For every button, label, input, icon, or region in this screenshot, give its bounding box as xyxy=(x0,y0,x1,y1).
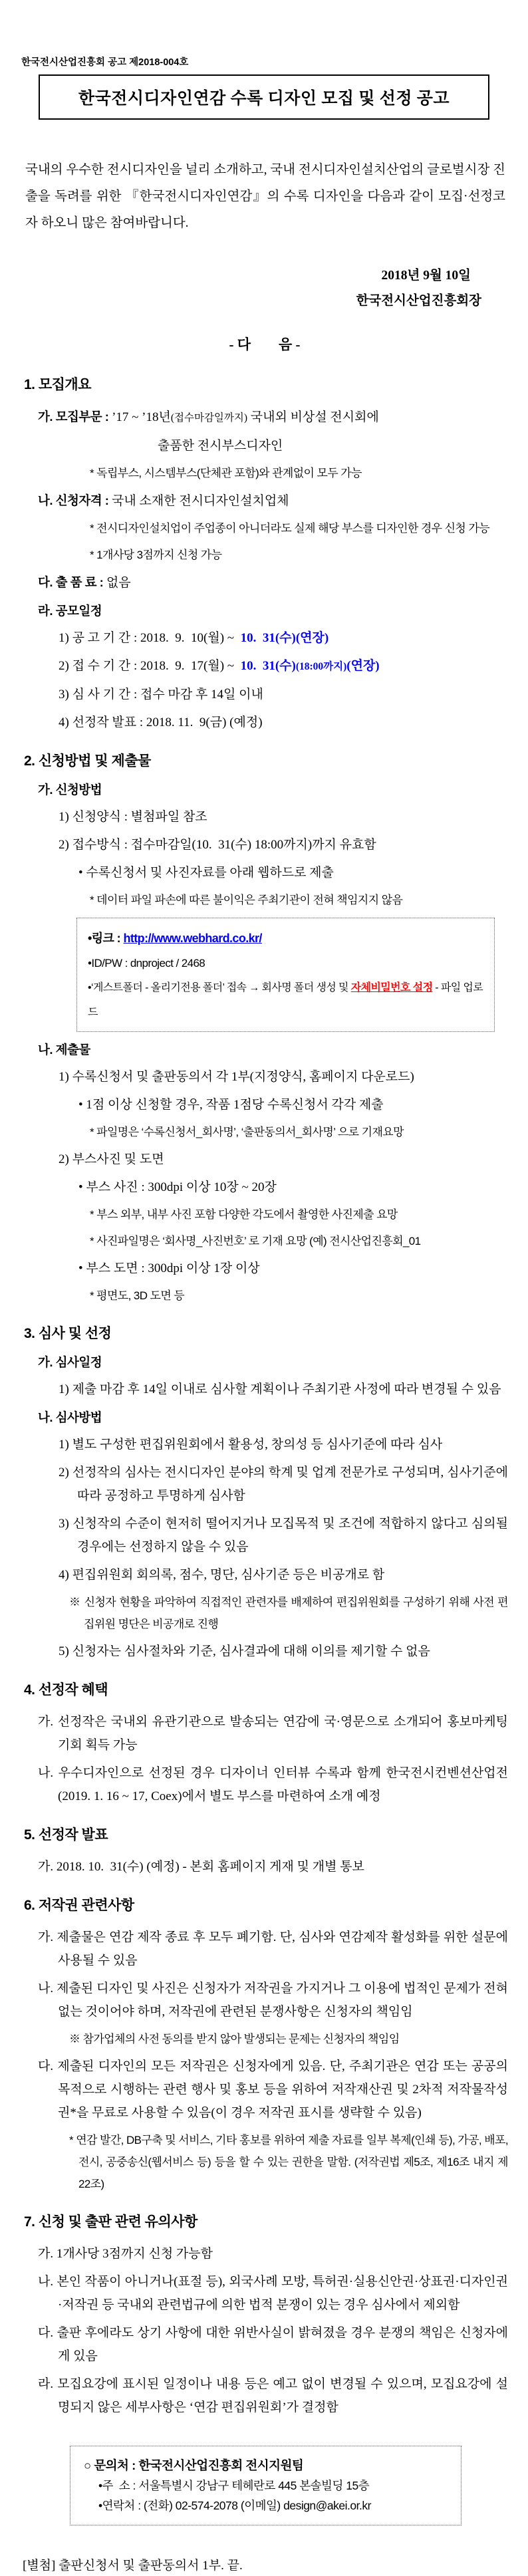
title-box xyxy=(39,74,489,120)
schedule-item-announce xyxy=(59,626,508,650)
caution-item-2: 나. 본인 작품이 아니거나(표절 등), 외국사례 모방, 특허권·실용신안권·상표권·디자인권·저작권 등 국내외 관련법규에 의한 법적 분쟁이 있는 경우 심사에서 제외함 xyxy=(38,2275,508,2312)
entry-fee-line xyxy=(38,571,508,594)
review-method-item-2: 2) 선정작의 심사는 전시디자인 분야의 학계 및 업계 전문가로 구성되며, 심사기준에 따라 공정하고 투명하게 심사함 xyxy=(59,1466,508,1503)
section-6-heading: 6. 저작권 관련사항 xyxy=(24,1898,134,1913)
review-method-item-5: 5) 신청자는 심사절차와 기준, 심사결과에 대해 이의를 제기할 수 없음 xyxy=(59,1644,430,1658)
schedule-announce-text: 1) 공 고 기 간 : 2018. 9. 10(월) ~ xyxy=(59,631,241,645)
booth-photo-note-2: * 사진파일명은 ‘회사명_사진번호’ 로 기재 요망 (예) 전시산업진흥회_01 xyxy=(90,1235,421,1247)
booth-photo-bullet: • 부스 사진 : 300dpi 이상 10장 ~ 20장 xyxy=(78,1180,277,1194)
submission-item-2: 2) 부스사진 및 도면 xyxy=(59,1152,164,1166)
eligibility-label: 나. 신청자격 : xyxy=(38,493,112,507)
apply-way-item: 2) 접수방식 : 접수마감일(10. 31(수) 18:00까지)까지 유효함 xyxy=(59,838,376,852)
webhard-info-box xyxy=(76,918,495,1032)
review-method-item-4: 4) 편집위원회 회의록, 점수, 명단, 심사기준 등은 비공개로 함 xyxy=(59,1568,385,1582)
eligibility-note-1: * 전시디자인설치업이 주업종이 아니더라도 실제 해당 부스를 디자인한 경우 신청 가능 xyxy=(90,522,490,535)
review-schedule-heading: 가. 심사일정 xyxy=(38,1355,102,1369)
recruit-field-deadline-note: (접수마감일까지) xyxy=(170,412,248,424)
notice-number: 한국전시산업진흥회 공고 제2018-004호 xyxy=(21,57,189,68)
section-3-heading: 3. 심사 및 선정 xyxy=(24,1326,112,1341)
copyright-consent-note: ※ 참가업체의 사전 동의를 받지 않아 발생되는 문제는 신청자의 책임임 xyxy=(69,2033,400,2045)
booth-photo-note-1: * 부스 외부, 내부 사진 포함 다양한 각도에서 촬영한 사진제출 요망 xyxy=(90,1208,398,1221)
page-title: 한국전시디자인연감 수록 디자인 모집 및 선정 공고 xyxy=(78,90,450,108)
recruit-field-line2: 출품한 전시부스디자인 xyxy=(158,439,283,453)
apply-upload-bullet: • 수록신청서 및 사진자료를 아래 웹하드로 제출 xyxy=(78,866,334,880)
intro-paragraph: 국내의 우수한 전시디자인을 널리 소개하고, 국내 전시디자인설치산업의 글로벌시장 진출을 독려를 위한 『한국전시디자인연감』의 수록 디자인을 다음과 같이 모집·선정코자 하오니 많은 참여바랍니다. xyxy=(25,163,506,230)
section-4-heading: 4. 선정작 혜택 xyxy=(24,1682,108,1698)
schedule-submission-time: (18:00까지) xyxy=(295,661,347,672)
apply-method-heading: 가. 신청방법 xyxy=(38,783,102,797)
schedule-item-result: 4) 선정작 발표 : 2018. 11. 9(금) (예정) xyxy=(59,715,263,729)
webhard-link-label: •링크 : xyxy=(88,932,124,945)
recruit-field-label: 가. 모집부문 : xyxy=(38,410,112,424)
copyright-item-1: 가. 제출물은 연감 제작 종료 후 모두 폐기함. 단, 심사와 연감제작 활성화를 위한 설문에 사용될 수 있음 xyxy=(38,1930,508,1968)
contact-address: •주 소 : 서울특별시 강남구 테헤란로 445 본솔빌딩 15층 xyxy=(98,2479,370,2492)
recruit-field-note: * 독립부스, 시스템부스(단체관 포함)와 관계없이 모두 가능 xyxy=(90,467,362,479)
recruit-field-text-1: ’17 ~ ’18년 xyxy=(112,410,171,424)
submission-bullet-1: • 1점 이상 신청할 경우, 작품 1점당 수록신청서 각각 제출 xyxy=(78,1098,384,1112)
booth-drawing-bullet: • 부스 도면 : 300dpi 이상 1장 이상 xyxy=(78,1261,260,1275)
review-method-item-3: 3) 신청작의 수준이 현저히 떨어지거나 모집목적 및 조건에 적합하지 않다고 심의될 경우에는 선정하지 않을 수 있음 xyxy=(59,1517,508,1554)
contact-info-box xyxy=(70,2446,462,2525)
schedule-submission-extended-tag: (연장) xyxy=(346,659,380,673)
entry-fee-text: 없음 xyxy=(106,576,131,590)
benefit-item-2: 나. 우수디자인으로 선정된 경우 디자이너 인터뷰 수록과 함께 한국전시컨벤션산업전(2019. 1. 16 ~ 17, Coex)에서 별도 부스를 마련하여 소개 예정 xyxy=(38,1766,508,1803)
webhard-guest-line xyxy=(88,975,483,1025)
announcement-date: 2018년 9월 10일 xyxy=(381,269,471,283)
submission-filename-note: * 파일명은 ‘수록신청서_회사명’, ‘출판동의서_회사명’ 으로 기재요망 xyxy=(90,1126,404,1138)
caution-item-3: 다. 출판 후에라도 상기 사항에 대한 위반사실이 밝혀졌을 경우 분쟁의 책임은 신청자에게 있음 xyxy=(38,2326,508,2363)
announcer-name: 한국전시산업진흥회장 xyxy=(356,294,481,308)
schedule-announce-extended: 10. 31(수)(연장) xyxy=(240,631,329,645)
section-5-heading: 5. 선정작 발표 xyxy=(24,1827,108,1843)
schedule-item-review: 3) 심 사 기 간 : 접수 마감 후 14일 이내 xyxy=(59,688,263,702)
apply-form-item: 1) 신청양식 : 별첨파일 참조 xyxy=(59,810,207,824)
submissions-heading: 나. 제출물 xyxy=(38,1043,90,1057)
webhard-url-link[interactable]: http://www.webhard.co.kr/ xyxy=(123,932,262,945)
recruit-field-text-2: 국내외 비상설 전시회에 xyxy=(247,410,379,424)
recruit-field-line xyxy=(38,405,508,430)
review-method-heading: 나. 심사방법 xyxy=(38,1410,102,1424)
webhard-link-line xyxy=(88,926,483,951)
webhard-idpw-line: •ID/PW : dnproject / 2468 xyxy=(88,957,205,969)
caution-item-1: 가. 1개사당 3점까지 신청 가능함 xyxy=(38,2247,213,2261)
webhard-password-warning: 자체비밀번호 설정 xyxy=(350,982,433,993)
date-block xyxy=(21,263,508,314)
schedule-submission-extended: 10. 31(수) xyxy=(240,659,296,673)
benefit-item-1: 가. 선정작은 국내외 유관기관으로 발송되는 연감에 국·영문으로 소개되어 홍보마케팅 기회 획득 가능 xyxy=(38,1715,508,1752)
webhard-guest-post: - 파일 업로드 xyxy=(88,982,483,1018)
copyright-item-2: 나. 제출된 디자인 및 사진은 신청자가 저작권을 가지거나 그 이용에 법적인 문제가 전혀 없는 것이어야 하며, 저작권에 관련된 분쟁사항은 신청자의 책임임 xyxy=(38,1982,508,2019)
caution-item-4: 라. 모집요강에 표시된 일정이나 내용 등은 예고 없이 변경될 수 있으며, 모집요강에 설명되지 않은 세부사항은 ‘연감 편집위원회’가 결정함 xyxy=(38,2377,508,2414)
attachment-note: [별첨] 출판신청서 및 출판동의서 1부. 끝. xyxy=(23,2559,243,2573)
section-1-heading: 1. 모집개요 xyxy=(24,377,91,392)
schedule-submission-text: 2) 접 수 기 간 : 2018. 9. 17(월) ~ xyxy=(59,659,241,673)
section-2-heading: 2. 신청방법 및 제출물 xyxy=(24,753,151,769)
booth-drawing-note: * 평면도, 3D 도면 등 xyxy=(90,1289,185,1302)
review-method-item-1: 1) 별도 구성한 편집위원회에서 활용성, 창의성 등 심사기준에 따라 심사 xyxy=(59,1438,443,1452)
result-announce-item: 가. 2018. 10. 31(수) (예정) - 본회 홈페이지 게재 및 개별 통보 xyxy=(38,1860,364,1874)
entry-fee-label: 다. 출 품 료 : xyxy=(38,575,106,589)
copyright-law-note: * 연감 발간, DB구축 및 서비스, 기타 홍보를 위하여 제출 자료를 일부 복제(인쇄 등), 가공, 배포, 전시, 공중송신(웹서비스 등) 등을 할 수 있는 권한을 말함. (저작권법 제5조, 제16조 내지 제22조) xyxy=(69,2134,508,2190)
apply-data-note: * 데이터 파일 파손에 따른 불이익은 주최기관이 전혀 책임지지 않음 xyxy=(90,894,403,906)
eligibility-line xyxy=(38,489,508,513)
contact-phone-email: •연락처 : (전화) 02-574-2078 (이메일) design@akei.or.kr xyxy=(98,2499,371,2512)
webhard-guest-pre: •‘게스트폴더 - 올리기전용 폴더’ 접속 → 회사명 폴더 생성 및 xyxy=(88,982,351,993)
review-schedule-item: 1) 제출 마감 후 14일 이내로 심사할 계획이나 주최기관 사정에 따라 변경될 수 있음 xyxy=(59,1382,501,1396)
schedule-item-submission xyxy=(59,654,508,678)
eligibility-note-2: * 1개사당 3점까지 신청 가능 xyxy=(90,549,222,561)
schedule-heading: 라. 공모일정 xyxy=(38,604,102,618)
review-committee-note: ※ 신청자 현황을 파악하여 직접적인 관련자를 배제하여 편집위원회를 구성하기 위해 사전 편집위원 명단은 비공개로 진행 xyxy=(69,1596,508,1630)
da-eum-divider: - 다 음 - xyxy=(229,336,301,352)
contact-title: ○ 문의처 : 한국전시산업진흥회 전시지원팀 xyxy=(84,2458,304,2472)
submission-item-1: 1) 수록신청서 및 출판동의서 각 1부(지정양식, 홈페이지 다운로드) xyxy=(59,1070,414,1084)
copyright-item-3: 다. 제출된 디자인의 모든 저작권은 신청자에게 있음. 단, 주최기관은 연감 또는 공공의 목적으로 시행하는 관련 행사 및 홍보 등을 위하여 저작재산권 및 2차적 저작물작성권*을 무료로 사용할 수 있음(이 경우 저작권 표시를 생략할 수 있음) xyxy=(38,2059,508,2120)
eligibility-text: 국내 소재한 전시디자인설치업체 xyxy=(112,494,289,508)
section-7-heading: 7. 신청 및 출판 관련 유의사항 xyxy=(24,2214,198,2230)
